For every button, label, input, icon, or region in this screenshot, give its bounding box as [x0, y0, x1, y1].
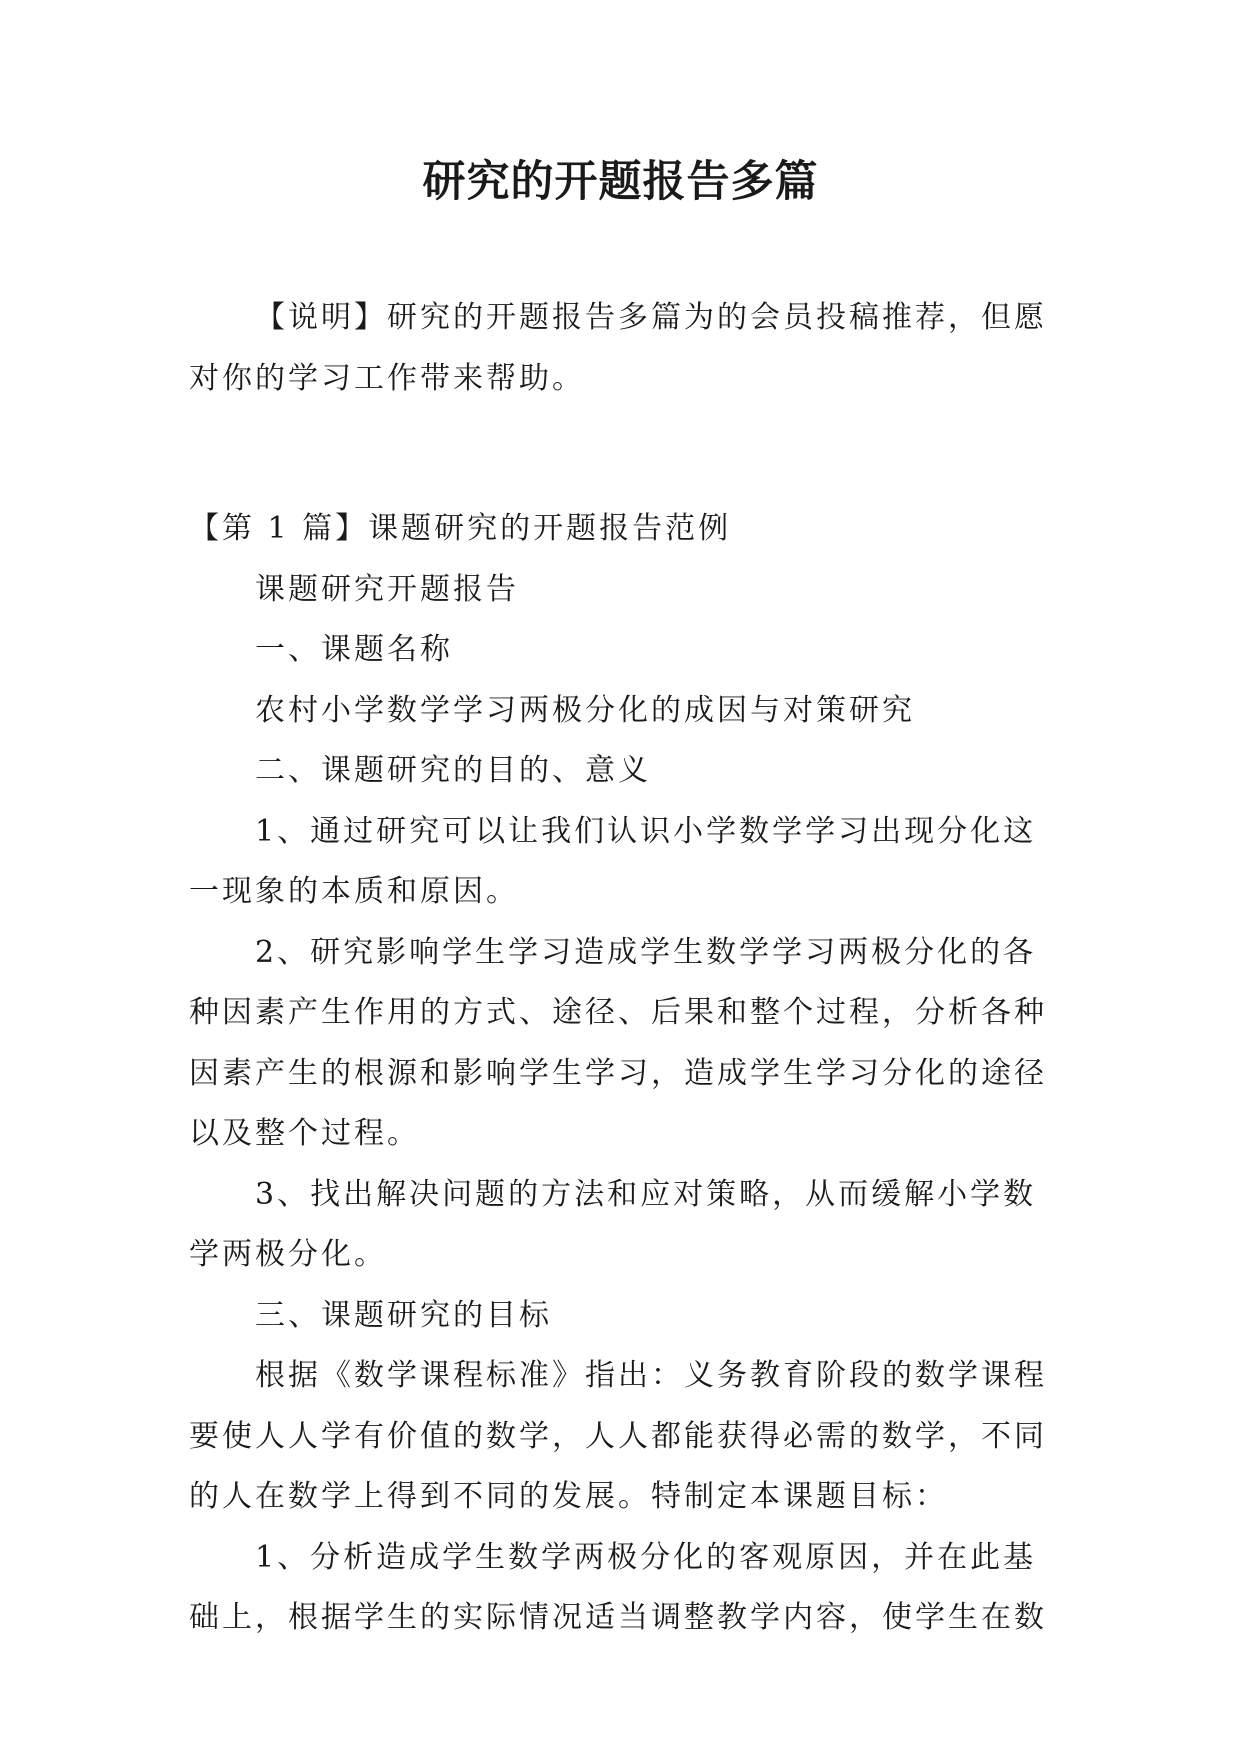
intro-paragraph: 【说明】研究的开题报告多篇为的会员投稿推荐，但愿对你的学习工作带来帮助。	[189, 300, 1047, 396]
paragraph: 一、课题名称	[255, 632, 453, 667]
section-heading: 【第 1 篇】课题研究的开题报告范例	[189, 511, 732, 546]
paragraph: 3、找出解决问题的方法和应对策略，从而缓解小学数学两极分化。	[189, 1176, 1037, 1272]
paragraph: 二、课题研究的目的、意义	[255, 753, 651, 788]
paragraph: 三、课题研究的目标	[255, 1297, 552, 1333]
paragraph: 根据《数学课程标准》指出：义务教育阶段的数学课程要使人人学有价值的数学，人人都能获得必需的数学，不同的人在数学上得到不同的发展。特制定本课题目标：	[189, 1358, 1047, 1514]
paragraph: 农村小学数学学习两极分化的成因与对策研究	[255, 692, 915, 728]
document-title: 研究的开题报告多篇	[422, 157, 819, 207]
paragraph: 课题研究开题报告	[255, 571, 519, 607]
paragraph: 2、研究影响学生学习造成学生数学学习两极分化的各种因素产生作用的方式、途径、后果和整个过程，分析各种因素产生的根源和影响学生学习，造成学生学习分化的途径以及整个过程。	[189, 934, 1047, 1151]
spacer	[189, 409, 1059, 499]
document-body	[189, 288, 1059, 1649]
paragraph: 1、分析造成学生数学两极分化的客观原因，并在此基础上，根据学生的实际情况适当调整教学内容，使学生在数	[189, 1539, 1047, 1635]
paragraph: 1、通过研究可以让我们认识小学数学学习出现分化这一现象的本质和原因。	[189, 813, 1037, 909]
